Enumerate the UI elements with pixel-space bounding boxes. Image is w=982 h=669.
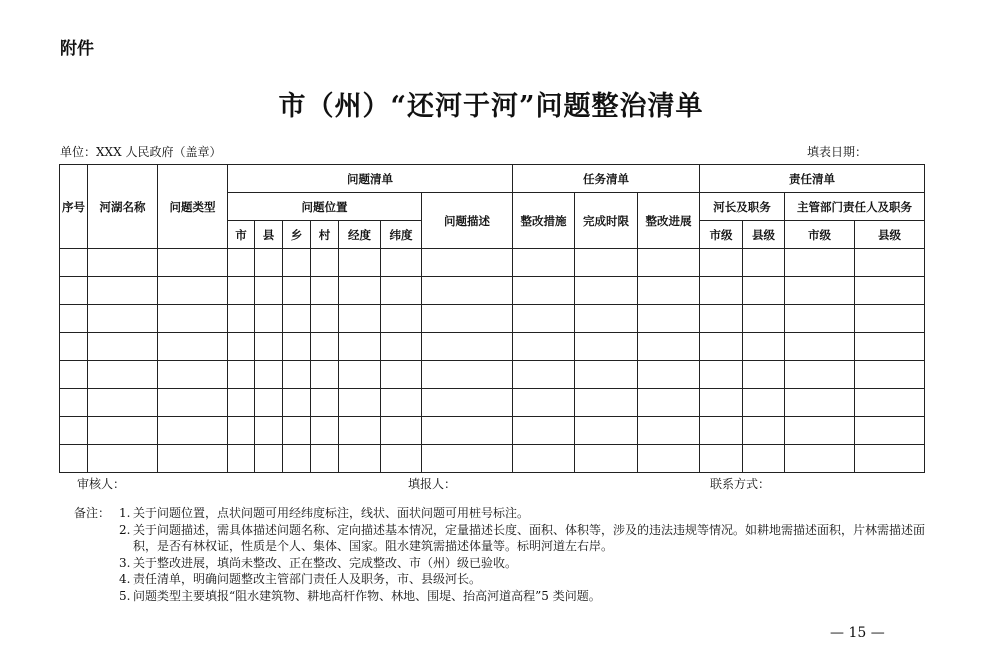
table-cell bbox=[255, 361, 283, 389]
table-cell bbox=[855, 249, 925, 277]
table-cell bbox=[88, 277, 158, 305]
table-cell bbox=[855, 417, 925, 445]
table-cell bbox=[638, 389, 700, 417]
table-cell bbox=[339, 305, 381, 333]
header-row-1 bbox=[60, 165, 925, 193]
table-cell bbox=[339, 417, 381, 445]
note-text: 关于整改进展，填尚未整改、正在整改、完成整改、市（州）级已验收。 bbox=[133, 555, 518, 570]
table-cell bbox=[283, 249, 311, 277]
fill-date-label: 填表日期： bbox=[807, 145, 868, 159]
table-cell bbox=[638, 305, 700, 333]
header-problem-list: 问题清单 bbox=[228, 165, 513, 193]
table-cell bbox=[785, 361, 855, 389]
table-cell bbox=[743, 361, 785, 389]
table-cell bbox=[700, 417, 743, 445]
header-loc-county: 县 bbox=[255, 221, 283, 249]
table-cell bbox=[638, 417, 700, 445]
table-cell bbox=[513, 249, 575, 277]
header-responsibility-list: 责任清单 bbox=[700, 165, 925, 193]
table-cell bbox=[339, 277, 381, 305]
table-cell bbox=[158, 277, 228, 305]
table-cell bbox=[743, 445, 785, 473]
table-cell bbox=[158, 361, 228, 389]
note-text: 问题类型主要填报“阻水建筑物、耕地高杆作物、林地、围堤、抬高河道高程”5 类问题。 bbox=[133, 588, 601, 603]
table-cell bbox=[638, 277, 700, 305]
table-cell bbox=[158, 305, 228, 333]
table-cell bbox=[158, 417, 228, 445]
table-cell bbox=[855, 277, 925, 305]
header-problem-description: 问题描述 bbox=[422, 193, 513, 249]
table-row bbox=[60, 361, 925, 389]
note-item-5: 5. 问题类型主要填报“阻水建筑物、耕地高杆作物、林地、围堤、抬高河道高程”5 类问题。 bbox=[74, 588, 926, 605]
note-text: 责任清单，明确问题整改主管部门责任人及职务，市、县级河长。 bbox=[133, 572, 482, 586]
table-cell bbox=[60, 445, 88, 473]
table-cell bbox=[311, 277, 339, 305]
table-cell bbox=[785, 333, 855, 361]
table-row bbox=[60, 445, 925, 473]
table-cell bbox=[638, 361, 700, 389]
table-cell bbox=[255, 305, 283, 333]
table-cell bbox=[575, 277, 638, 305]
table-cell bbox=[700, 389, 743, 417]
table-cell bbox=[575, 445, 638, 473]
table-cell bbox=[785, 389, 855, 417]
table-cell bbox=[855, 305, 925, 333]
table-cell bbox=[422, 389, 513, 417]
table-cell bbox=[60, 417, 88, 445]
table-cell bbox=[311, 333, 339, 361]
table-cell bbox=[785, 277, 855, 305]
rectification-list-table bbox=[59, 164, 925, 473]
table-cell bbox=[228, 249, 255, 277]
header-dept-county-level: 县级 bbox=[855, 221, 925, 249]
table-cell bbox=[228, 277, 255, 305]
table-cell bbox=[88, 305, 158, 333]
table-cell bbox=[743, 249, 785, 277]
table-row bbox=[60, 389, 925, 417]
header-task-list: 任务清单 bbox=[513, 165, 700, 193]
filler-label: 填报人： bbox=[408, 477, 457, 491]
table-cell bbox=[158, 445, 228, 473]
table-cell bbox=[339, 361, 381, 389]
header-loc-latitude: 纬度 bbox=[381, 221, 422, 249]
note-item-3: 3. 关于整改进展，填尚未整改、正在整改、完成整改、市（州）级已验收。 bbox=[74, 555, 926, 572]
note-text: 关于问题描述，需具体描述问题名称、定向描述基本情况，定量描述长度、面积、体积等，涉及的违法违规等情况。如耕地需描述面积，片林需描述面积，是否有林权证，性质是个人、集体、国家。阻水建筑需描述体量等。标明河道左右岸。 bbox=[133, 522, 926, 553]
table-cell bbox=[575, 249, 638, 277]
note-item-4: 4. 责任清单，明确问题整改主管部门责任人及职务，市、县级河长。 bbox=[74, 571, 926, 588]
table-cell bbox=[283, 445, 311, 473]
table-cell bbox=[513, 361, 575, 389]
table-cell bbox=[228, 333, 255, 361]
header-problem-type: 问题类型 bbox=[158, 165, 228, 249]
table-cell bbox=[700, 277, 743, 305]
table-cell bbox=[785, 417, 855, 445]
table-cell bbox=[743, 277, 785, 305]
table-cell bbox=[638, 445, 700, 473]
table-cell bbox=[422, 361, 513, 389]
table-cell bbox=[60, 333, 88, 361]
table-cell bbox=[381, 445, 422, 473]
table-cell bbox=[283, 305, 311, 333]
table-cell bbox=[855, 361, 925, 389]
reviewer-label: 审核人： bbox=[77, 477, 126, 491]
table-cell bbox=[575, 361, 638, 389]
table-cell bbox=[638, 249, 700, 277]
table-cell bbox=[228, 361, 255, 389]
table-cell bbox=[311, 417, 339, 445]
header-chief-county-level: 县级 bbox=[743, 221, 785, 249]
table-cell bbox=[513, 389, 575, 417]
table-cell bbox=[255, 417, 283, 445]
table-cell bbox=[855, 333, 925, 361]
table-cell bbox=[700, 305, 743, 333]
table-cell bbox=[60, 361, 88, 389]
note-item-1: 备注： 1. 关于问题位置，点状问题可用经纬度标注，线状、面状问题可用桩号标注。 bbox=[74, 505, 926, 522]
table-cell bbox=[311, 445, 339, 473]
table-cell bbox=[339, 333, 381, 361]
table-cell bbox=[422, 305, 513, 333]
table-cell bbox=[339, 445, 381, 473]
header-department-head: 主管部门责任人及职务 bbox=[785, 193, 925, 221]
table-cell bbox=[88, 249, 158, 277]
header-loc-township: 乡 bbox=[283, 221, 311, 249]
table-cell bbox=[381, 389, 422, 417]
header-loc-village: 村 bbox=[311, 221, 339, 249]
table-cell bbox=[855, 445, 925, 473]
header-chief-city-level: 市级 bbox=[700, 221, 743, 249]
table-cell bbox=[228, 417, 255, 445]
table-cell bbox=[575, 417, 638, 445]
table-cell bbox=[575, 389, 638, 417]
table-cell bbox=[255, 249, 283, 277]
unit-label: 单位：XXX 人民政府（盖章） bbox=[60, 145, 222, 159]
table-cell bbox=[575, 333, 638, 361]
document-title: 市（州）“还河于河”问题整治清单 bbox=[278, 91, 704, 122]
header-progress: 整改进展 bbox=[638, 193, 700, 249]
header-dept-city-level: 市级 bbox=[785, 221, 855, 249]
table-cell bbox=[88, 333, 158, 361]
table-cell bbox=[88, 361, 158, 389]
table-cell bbox=[88, 389, 158, 417]
table-cell bbox=[785, 305, 855, 333]
table-cell bbox=[785, 445, 855, 473]
contact-label: 联系方式： bbox=[710, 477, 771, 491]
table-cell bbox=[228, 445, 255, 473]
table-cell bbox=[700, 361, 743, 389]
attachment-label: 附件 bbox=[60, 39, 94, 59]
table-cell bbox=[422, 333, 513, 361]
table-cell bbox=[60, 249, 88, 277]
table-cell bbox=[283, 417, 311, 445]
table-cell bbox=[855, 389, 925, 417]
table-cell bbox=[339, 249, 381, 277]
table-cell bbox=[60, 305, 88, 333]
table-cell bbox=[158, 333, 228, 361]
table-cell bbox=[743, 417, 785, 445]
table-cell bbox=[283, 361, 311, 389]
table-row bbox=[60, 305, 925, 333]
header-seq: 序号 bbox=[60, 165, 88, 249]
table-cell bbox=[228, 305, 255, 333]
table-cell bbox=[311, 389, 339, 417]
header-problem-location: 问题位置 bbox=[228, 193, 422, 221]
table-cell bbox=[311, 249, 339, 277]
table-cell bbox=[422, 249, 513, 277]
page-number: — 15 — bbox=[830, 625, 885, 641]
table-cell bbox=[88, 445, 158, 473]
table-cell bbox=[381, 417, 422, 445]
notes-section bbox=[74, 505, 926, 604]
table-cell bbox=[513, 417, 575, 445]
table-cell bbox=[381, 249, 422, 277]
table-cell bbox=[700, 249, 743, 277]
table-cell bbox=[283, 389, 311, 417]
header-deadline: 完成时限 bbox=[575, 193, 638, 249]
table-cell bbox=[743, 389, 785, 417]
header-river-name: 河湖名称 bbox=[88, 165, 158, 249]
table-cell bbox=[575, 305, 638, 333]
header-measures: 整改措施 bbox=[513, 193, 575, 249]
header-loc-longitude: 经度 bbox=[339, 221, 381, 249]
table-cell bbox=[381, 277, 422, 305]
table-cell bbox=[60, 389, 88, 417]
table-row bbox=[60, 417, 925, 445]
table-cell bbox=[700, 333, 743, 361]
table-cell bbox=[785, 249, 855, 277]
table-cell bbox=[513, 277, 575, 305]
table-row bbox=[60, 333, 925, 361]
table-cell bbox=[513, 333, 575, 361]
table-cell bbox=[743, 333, 785, 361]
table-row bbox=[60, 249, 925, 277]
table-cell bbox=[381, 361, 422, 389]
table-cell bbox=[255, 445, 283, 473]
table-cell bbox=[743, 305, 785, 333]
table-cell bbox=[381, 333, 422, 361]
table-cell bbox=[381, 305, 422, 333]
table-cell bbox=[255, 333, 283, 361]
table-cell bbox=[339, 389, 381, 417]
table-cell bbox=[255, 277, 283, 305]
table-cell bbox=[283, 333, 311, 361]
table-cell bbox=[60, 277, 88, 305]
table-row bbox=[60, 277, 925, 305]
table-cell bbox=[311, 305, 339, 333]
note-item-2: 2. 关于问题描述，需具体描述问题名称、定向描述基本情况，定量描述长度、面积、体积等，涉及的违法违规等情况。如耕地需描述面积，片林需描述面积，是否有林权证，性质是个人、集体、国家。阻水建筑需描述体量等。标明河道左右岸。 bbox=[119, 522, 926, 553]
table-cell bbox=[638, 333, 700, 361]
notes-lead: 备注： bbox=[74, 506, 111, 520]
header-loc-city: 市 bbox=[228, 221, 255, 249]
table-cell bbox=[158, 389, 228, 417]
table-cell bbox=[228, 389, 255, 417]
table-cell bbox=[311, 361, 339, 389]
table-cell bbox=[513, 445, 575, 473]
header-river-chief: 河长及职务 bbox=[700, 193, 785, 221]
table-cell bbox=[422, 417, 513, 445]
note-text: 关于问题位置，点状问题可用经纬度标注，线状、面状问题可用桩号标注。 bbox=[133, 506, 530, 520]
table-cell bbox=[255, 389, 283, 417]
table-cell bbox=[422, 277, 513, 305]
table-cell bbox=[513, 305, 575, 333]
table-cell bbox=[422, 445, 513, 473]
table-cell bbox=[88, 417, 158, 445]
table-cell bbox=[700, 445, 743, 473]
table-cell bbox=[283, 277, 311, 305]
table-cell bbox=[158, 249, 228, 277]
